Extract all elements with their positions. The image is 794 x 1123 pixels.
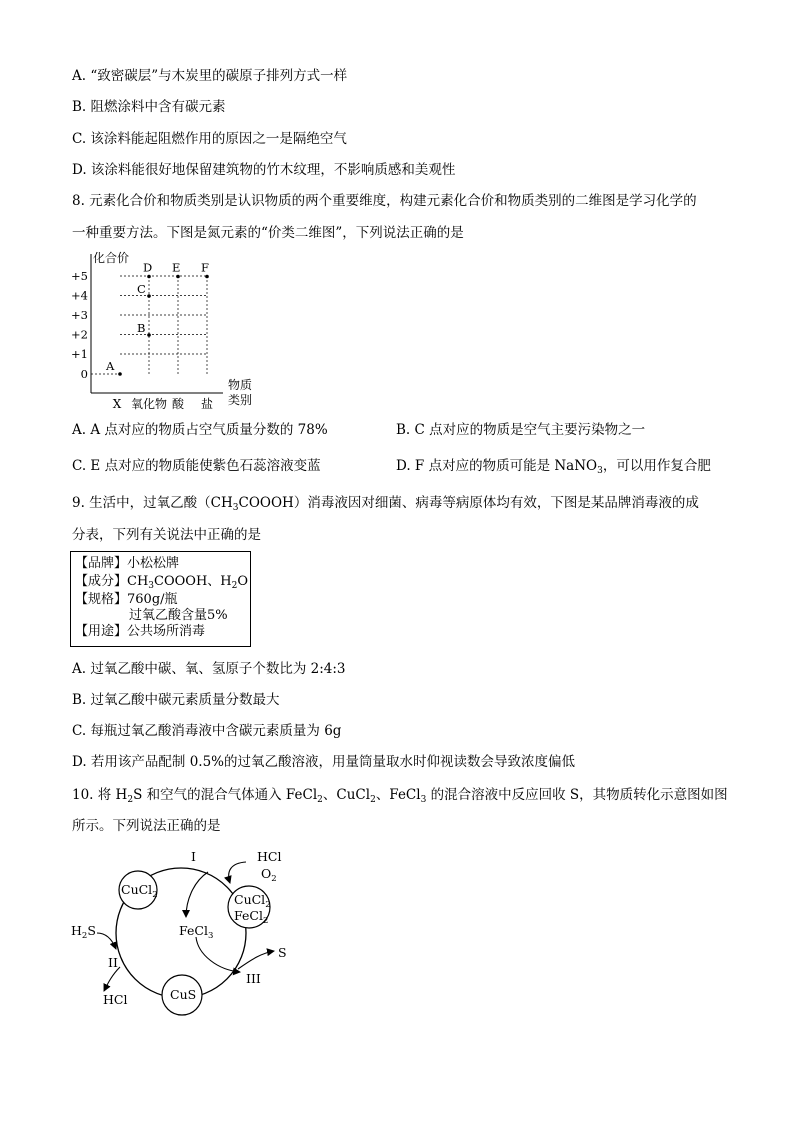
step-2-label: II <box>108 955 118 970</box>
h2s-arrow <box>97 933 116 949</box>
label-comp-prefix: 【成分】CH <box>75 574 149 589</box>
o2-text: O <box>261 866 272 881</box>
s-out-label: S <box>278 945 287 960</box>
q8-option-a: A. A 点对应的物质占空气质量分数的 78% <box>72 422 328 438</box>
point-label-d: D <box>143 260 153 275</box>
cucl2-sub: 2 <box>152 890 158 900</box>
point-a <box>118 372 122 376</box>
hcl-o2-arrow <box>229 862 246 883</box>
conversion-cycle-diagram <box>68 845 308 1020</box>
q7-option-d: D. 该涂料能很好地保留建筑物的竹木纹理，不影响质感和美观性 <box>72 162 456 178</box>
y-tick-plus1: +1 <box>71 347 88 361</box>
y-tick-labels <box>71 269 88 381</box>
q9-option-d: D. 若用该产品配制 0.5%的过氧乙酸溶液，用量筒量取水时仰视读数会导致浓度偏低 <box>72 754 576 770</box>
q10-stem-d: 、FeCl <box>375 787 421 803</box>
q9-option-b: B. 过氧乙酸中碳元素质量分数最大 <box>72 692 280 708</box>
fecl3-text: FeCl <box>179 923 208 938</box>
point-label-a: A <box>106 359 115 373</box>
fecl3-sub: 3 <box>207 931 214 941</box>
q8-option-c: C. E 点对应的物质能使紫色石蕊溶液变蓝 <box>72 458 321 474</box>
point-c <box>147 294 151 298</box>
point-f <box>205 275 209 279</box>
q10-stem-line1 <box>72 786 728 809</box>
label-comp-sub1: 3 <box>148 581 155 591</box>
step-3-label: III <box>246 971 261 986</box>
point-label-b: B <box>137 321 146 335</box>
label-brand: 【品牌】小松松牌 <box>75 556 180 571</box>
q9-stem-part-b: COOOH）消毒液因对细菌、病毒等病原体均有效，下图是某品牌消毒液的成 <box>238 495 699 511</box>
q10-stem-c: 、CuCl <box>322 787 371 803</box>
o2-sub: 2 <box>271 874 277 884</box>
hcl-out-label: HCl <box>103 992 128 1007</box>
data-points <box>105 261 209 376</box>
cucl2-b-text: CuCl <box>234 892 266 907</box>
x-tick-oxide: 氧化物 <box>130 397 168 411</box>
q10-stem-a: 10. 将 H <box>72 787 128 803</box>
s-out-arrow <box>238 951 274 969</box>
q9-stem-line1 <box>72 494 699 517</box>
label-composition <box>75 574 248 594</box>
point-label-e: E <box>172 260 181 275</box>
q9-option-a: A. 过氧乙酸中碳、氧、氢原子个数比为 2:4:3 <box>72 661 346 677</box>
hcl-in-label: HCl <box>257 849 282 864</box>
valence-class-chart <box>68 248 268 418</box>
x-tick-x: X <box>112 397 122 411</box>
q10-stem-sub1: 2 <box>127 795 134 805</box>
q9-stem-line2: 分表，下列有关说法中正确的是 <box>72 527 261 543</box>
step-1-label: I <box>191 849 196 864</box>
q8-option-d-prefix: D. F 点对应的物质可能是 NaNO <box>396 458 598 474</box>
h2s-sub: 2 <box>81 931 88 941</box>
cucl2-b-sub: 2 <box>265 900 271 910</box>
h2s-label <box>71 923 96 941</box>
q8-option-d-sub: 3 <box>597 466 603 476</box>
point-label-f: F <box>201 260 209 275</box>
point-label-c: C <box>137 282 146 296</box>
q7-option-a: A. “致密碳层”与木炭里的碳原子排列方式一样 <box>72 68 348 84</box>
q7-option-c: C. 该涂料能起阻燃作用的原因之一是隔绝空气 <box>72 131 347 147</box>
x-tick-salt: 盐 <box>200 397 214 411</box>
h2s-s: S <box>87 923 96 938</box>
q10-stem-sub2: 2 <box>317 795 323 805</box>
q10-stem-b: S 和空气的混合气体通入 FeCl <box>133 787 318 803</box>
q9-stem-sub: 3 <box>232 503 239 513</box>
point-b <box>147 333 151 337</box>
q8-option-b: B. C 点对应的物质是空气主要污染物之一 <box>396 422 646 438</box>
y-axis-title: 化合价 <box>93 251 130 265</box>
q10-stem-sub3: 2 <box>370 795 376 805</box>
fecl3-arrow <box>186 872 208 917</box>
q9-stem-part-a: 9. 生活中，过氧乙酸（CH <box>72 495 233 511</box>
q8-stem-line2: 一种重要方法。下图是氮元素的“价类二维图”，下列说法正确的是 <box>72 225 464 241</box>
q9-option-c: C. 每瓶过氧乙酸消毒液中含碳元素质量为 6g <box>72 723 342 739</box>
x-tick-acid: 酸 <box>171 397 185 411</box>
h2s-h: H <box>71 923 82 938</box>
fecl2-sub: 2 <box>262 916 269 926</box>
o2-label <box>261 866 277 884</box>
q10-stem-sub4: 3 <box>420 795 427 805</box>
y-tick-plus2: +2 <box>71 327 88 342</box>
x-axis-title-1: 物质 <box>228 378 253 392</box>
q8-option-d-suffix: ，可以用作复合肥 <box>602 458 711 474</box>
fecl3-to-s-arrow <box>196 937 240 972</box>
y-tick-plus3: +3 <box>71 308 88 322</box>
cucl2-text: CuCl <box>121 882 153 897</box>
y-tick-zero: 0 <box>80 367 88 381</box>
y-tick-plus4: +4 <box>71 288 88 303</box>
label-use: 【用途】公共场所消毒 <box>75 624 206 639</box>
q7-option-b: B. 阻燃涂料中含有碳元素 <box>72 99 226 115</box>
x-tick-labels <box>113 396 213 411</box>
hcl-out-arrow <box>104 967 120 991</box>
cus-label: CuS <box>170 987 197 1002</box>
y-tick-plus5: +5 <box>71 269 88 283</box>
q8-stem-line1: 8. 元素化合价和物质类别是认识物质的两个重要维度，构建元素化合价和物质类别的二维图是学习化学的 <box>72 193 697 209</box>
product-label-box <box>70 551 251 647</box>
q10-stem-line2: 所示。下列说法正确的是 <box>72 818 221 834</box>
label-comp-suffix: O <box>237 574 249 589</box>
point-e <box>176 275 180 279</box>
x-axis-title-2: 类别 <box>228 393 253 407</box>
q8-option-d <box>396 457 711 480</box>
fecl2-text: FeCl <box>234 908 263 923</box>
label-content: 过氧乙酸含量5% <box>129 608 228 623</box>
label-spec: 【规格】760g/瓶 <box>75 592 178 607</box>
point-d <box>147 275 151 279</box>
label-comp-mid: COOOH、H <box>154 574 232 589</box>
q10-stem-e: 的混合溶液中反应回收 S，其物质转化示意图如图 <box>426 787 728 803</box>
label-comp-sub2: 2 <box>231 581 238 591</box>
